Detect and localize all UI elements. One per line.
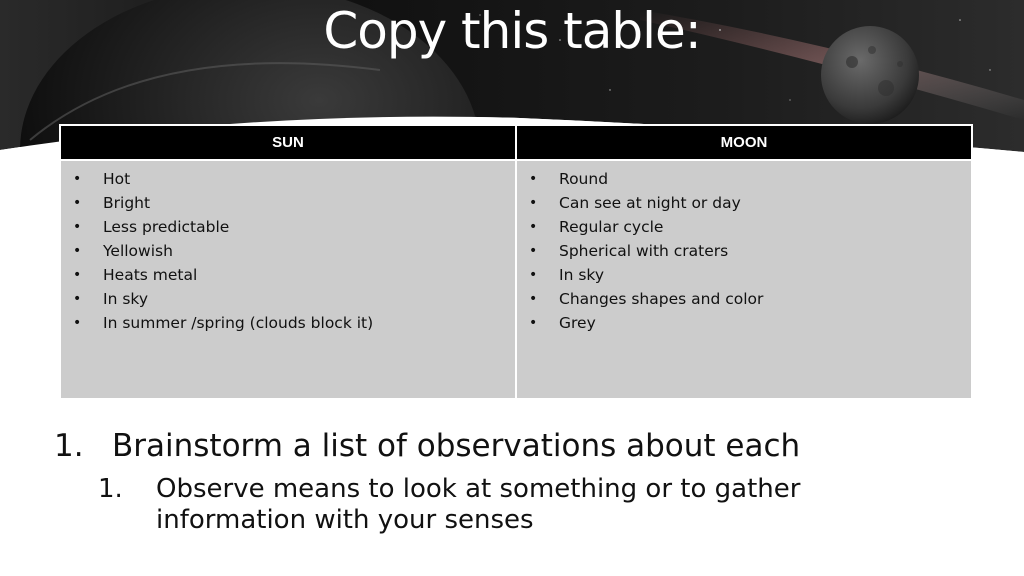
bullet-icon: • <box>73 171 82 187</box>
bullet-icon: • <box>529 291 538 307</box>
list-item-label: Hot <box>103 170 131 188</box>
list-item-label: Regular cycle <box>559 218 664 236</box>
list-item <box>61 263 515 287</box>
step-number: 1. <box>54 428 84 464</box>
list-item <box>517 239 971 263</box>
list-item-label: Heats metal <box>103 266 198 284</box>
bullet-icon: • <box>73 219 82 235</box>
list-item <box>517 287 971 311</box>
sun-observation-list <box>61 167 515 335</box>
list-item <box>517 311 971 335</box>
instruction-step <box>54 426 800 466</box>
bullet-icon: • <box>73 267 82 283</box>
step-text: Brainstorm a list of observations about each <box>112 428 801 464</box>
bullet-icon: • <box>529 219 538 235</box>
list-item-label: In summer /spring (clouds block it) <box>103 314 374 332</box>
instruction-substep <box>98 474 858 536</box>
bullet-icon: • <box>73 291 82 307</box>
list-item-label: Yellowish <box>103 242 173 260</box>
list-item <box>61 191 515 215</box>
list-item-label: Less predictable <box>103 218 230 236</box>
bullet-icon: • <box>529 243 538 259</box>
moon-cell <box>516 160 972 399</box>
list-item-label: In sky <box>103 290 148 308</box>
slide-title: Copy this table: <box>323 2 701 60</box>
list-item-label: Round <box>559 170 609 188</box>
bullet-icon: • <box>73 195 82 211</box>
substep-text: Observe means to look at something or to gather information with your senses <box>156 474 801 535</box>
list-item <box>61 167 515 191</box>
list-item-label: Spherical with craters <box>559 242 729 260</box>
list-item <box>517 215 971 239</box>
comparison-table <box>59 124 973 400</box>
bullet-icon: • <box>73 315 82 331</box>
bullet-icon: • <box>529 315 538 331</box>
bullet-icon: • <box>529 267 538 283</box>
list-item <box>61 215 515 239</box>
substep-number: 1. <box>98 474 123 504</box>
list-item <box>517 191 971 215</box>
bullet-icon: • <box>529 195 538 211</box>
moon-observation-list <box>517 167 971 335</box>
list-item-label: In sky <box>559 266 604 284</box>
moon-header: MOON <box>516 125 972 160</box>
list-item-label: Changes shapes and color <box>559 290 764 308</box>
bullet-icon: • <box>529 171 538 187</box>
list-item <box>61 311 515 335</box>
list-item <box>61 287 515 311</box>
sun-cell <box>60 160 516 399</box>
sun-header: SUN <box>60 125 516 160</box>
list-item <box>61 239 515 263</box>
list-item <box>517 167 971 191</box>
list-item-label: Grey <box>559 314 596 332</box>
list-item <box>517 263 971 287</box>
list-item-label: Can see at night or day <box>559 194 741 212</box>
list-item-label: Bright <box>103 194 151 212</box>
bullet-icon: • <box>73 243 82 259</box>
